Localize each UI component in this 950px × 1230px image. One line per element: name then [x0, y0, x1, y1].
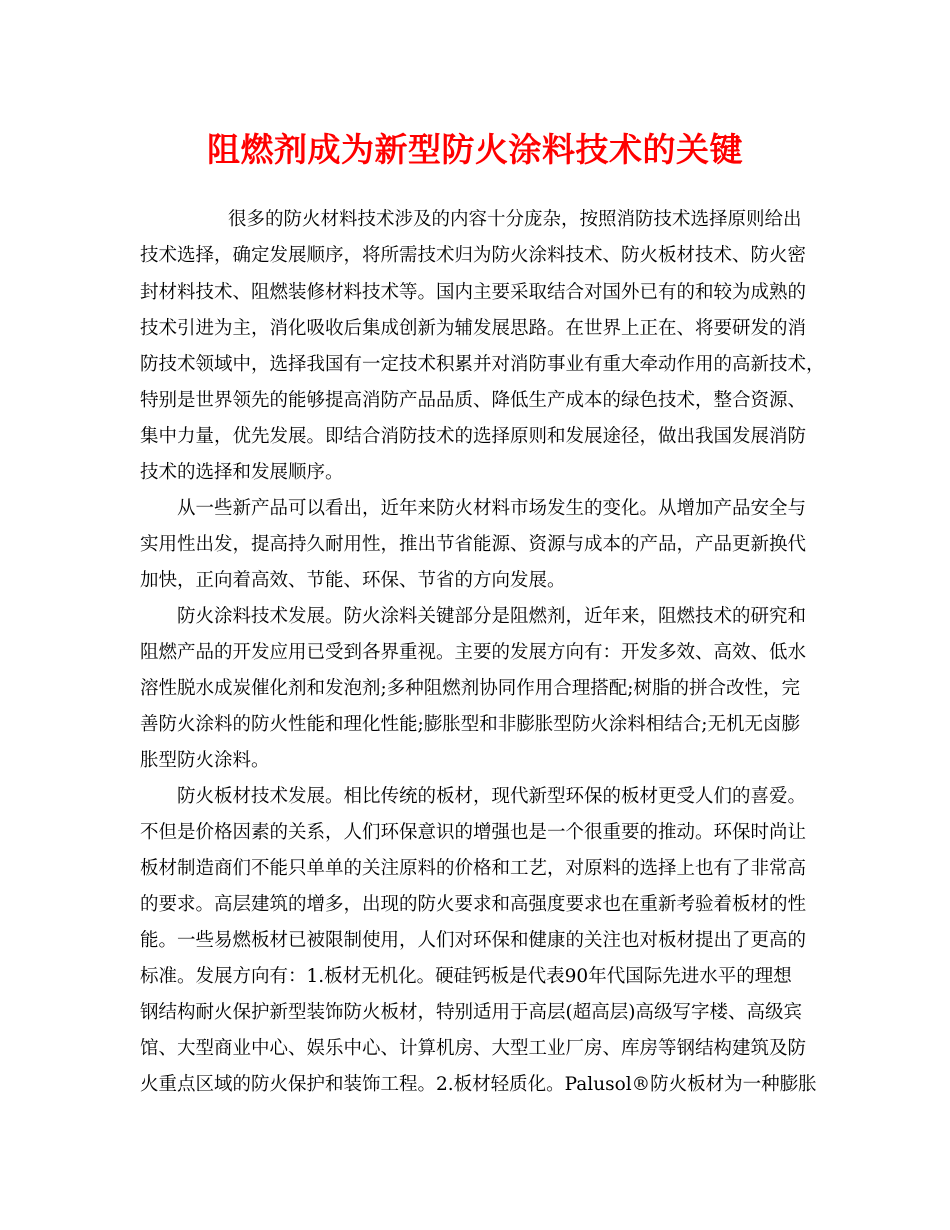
body-line: 技术选择，确定发展顺序，将所需技术归为防火涂料技术、防火板材技术、防火密: [140, 245, 807, 266]
body-line: 能。一些易燃板材已被限制使用，人们对环保和健康的关注也对板材提出了更高的: [140, 930, 807, 951]
body-line: 溶性脱水成炭催化剂和发泡剂;多种阻燃剂协同作用合理搭配;树脂的拼合改性，完: [140, 678, 800, 699]
body-line: 防火涂料技术发展。防火涂料关键部分是阻燃剂，近年来，阻燃技术的研究和: [177, 606, 807, 627]
body-line: 的要求。高层建筑的增多，出现的防火要求和高强度要求也在重新考验着板材的性: [140, 894, 807, 915]
body-line: 防火板材技术发展。相比传统的板材，现代新型环保的板材更受人们的喜爱。: [177, 786, 807, 807]
document-title: 阻燃剂成为新型防火涂料技术的关键: [207, 130, 743, 169]
body-line: 集中力量，优先发展。即结合消防技术的选择原则和发展途径，做出我国发展消防: [140, 426, 807, 447]
body-line: 不但是价格因素的关系，人们环保意识的增强也是一个很重要的推动。环保时尚让: [140, 822, 807, 843]
body-line: 钢结构耐火保护新型装饰防火板材，特别适用于高层(超高层)高级写字楼、高级宾: [140, 1002, 802, 1023]
body-line: 标准。发展方向有：1.板材无机化。硬硅钙板是代表90年代国际先进水平的理想: [140, 966, 792, 987]
body-line: 技术的选择和发展顺序。: [140, 462, 344, 483]
body-line: 实用性出发，提高持久耐用性，推出节省能源、资源与成本的产品，产品更新换代: [140, 534, 807, 555]
body-line: 防技术领域中，选择我国有一定技术积累并对消防事业有重大牵动作用的高新技术，: [140, 354, 825, 375]
body-line: 阻燃产品的开发应用已受到各界重视。主要的发展方向有：开发多效、高效、低水: [140, 642, 807, 663]
body-line: 馆、大型商业中心、娱乐中心、计算机房、大型工业厂房、库房等钢结构建筑及防: [140, 1038, 807, 1059]
body-line: 板材制造商们不能只单单的关注原料的价格和工艺，对原料的选择上也有了非常高: [140, 858, 807, 879]
body-line: 封材料技术、阻燃装修材料技术等。国内主要采取结合对国外已有的和较为成熟的: [140, 282, 807, 303]
body-line: 很多的防火材料技术涉及的内容十分庞杂，按照消防技术选择原则给出: [228, 209, 802, 230]
body-line: 从一些新产品可以看出，近年来防火材料市场发生的变化。从增加产品安全与: [177, 498, 807, 519]
body-line: 火重点区域的防火保护和装饰工程。2.板材轻质化。Palusol®防火板材为一种膨胀: [140, 1074, 817, 1095]
body-line: 胀型防火涂料。: [140, 750, 270, 771]
body-line: 特别是世界领先的能够提高消防产品品质、降低生产成本的绿色技术，整合资源、: [140, 390, 807, 411]
body-line: 加快，正向着高效、节能、环保、节省的方向发展。: [140, 570, 566, 591]
body-line: 技术引进为主，消化吸收后集成创新为辅发展思路。在世界上正在、将要研发的消: [140, 318, 807, 339]
body-line: 善防火涂料的防火性能和理化性能;膨胀型和非膨胀型防火涂料相结合;无机无卤膨: [140, 714, 800, 735]
